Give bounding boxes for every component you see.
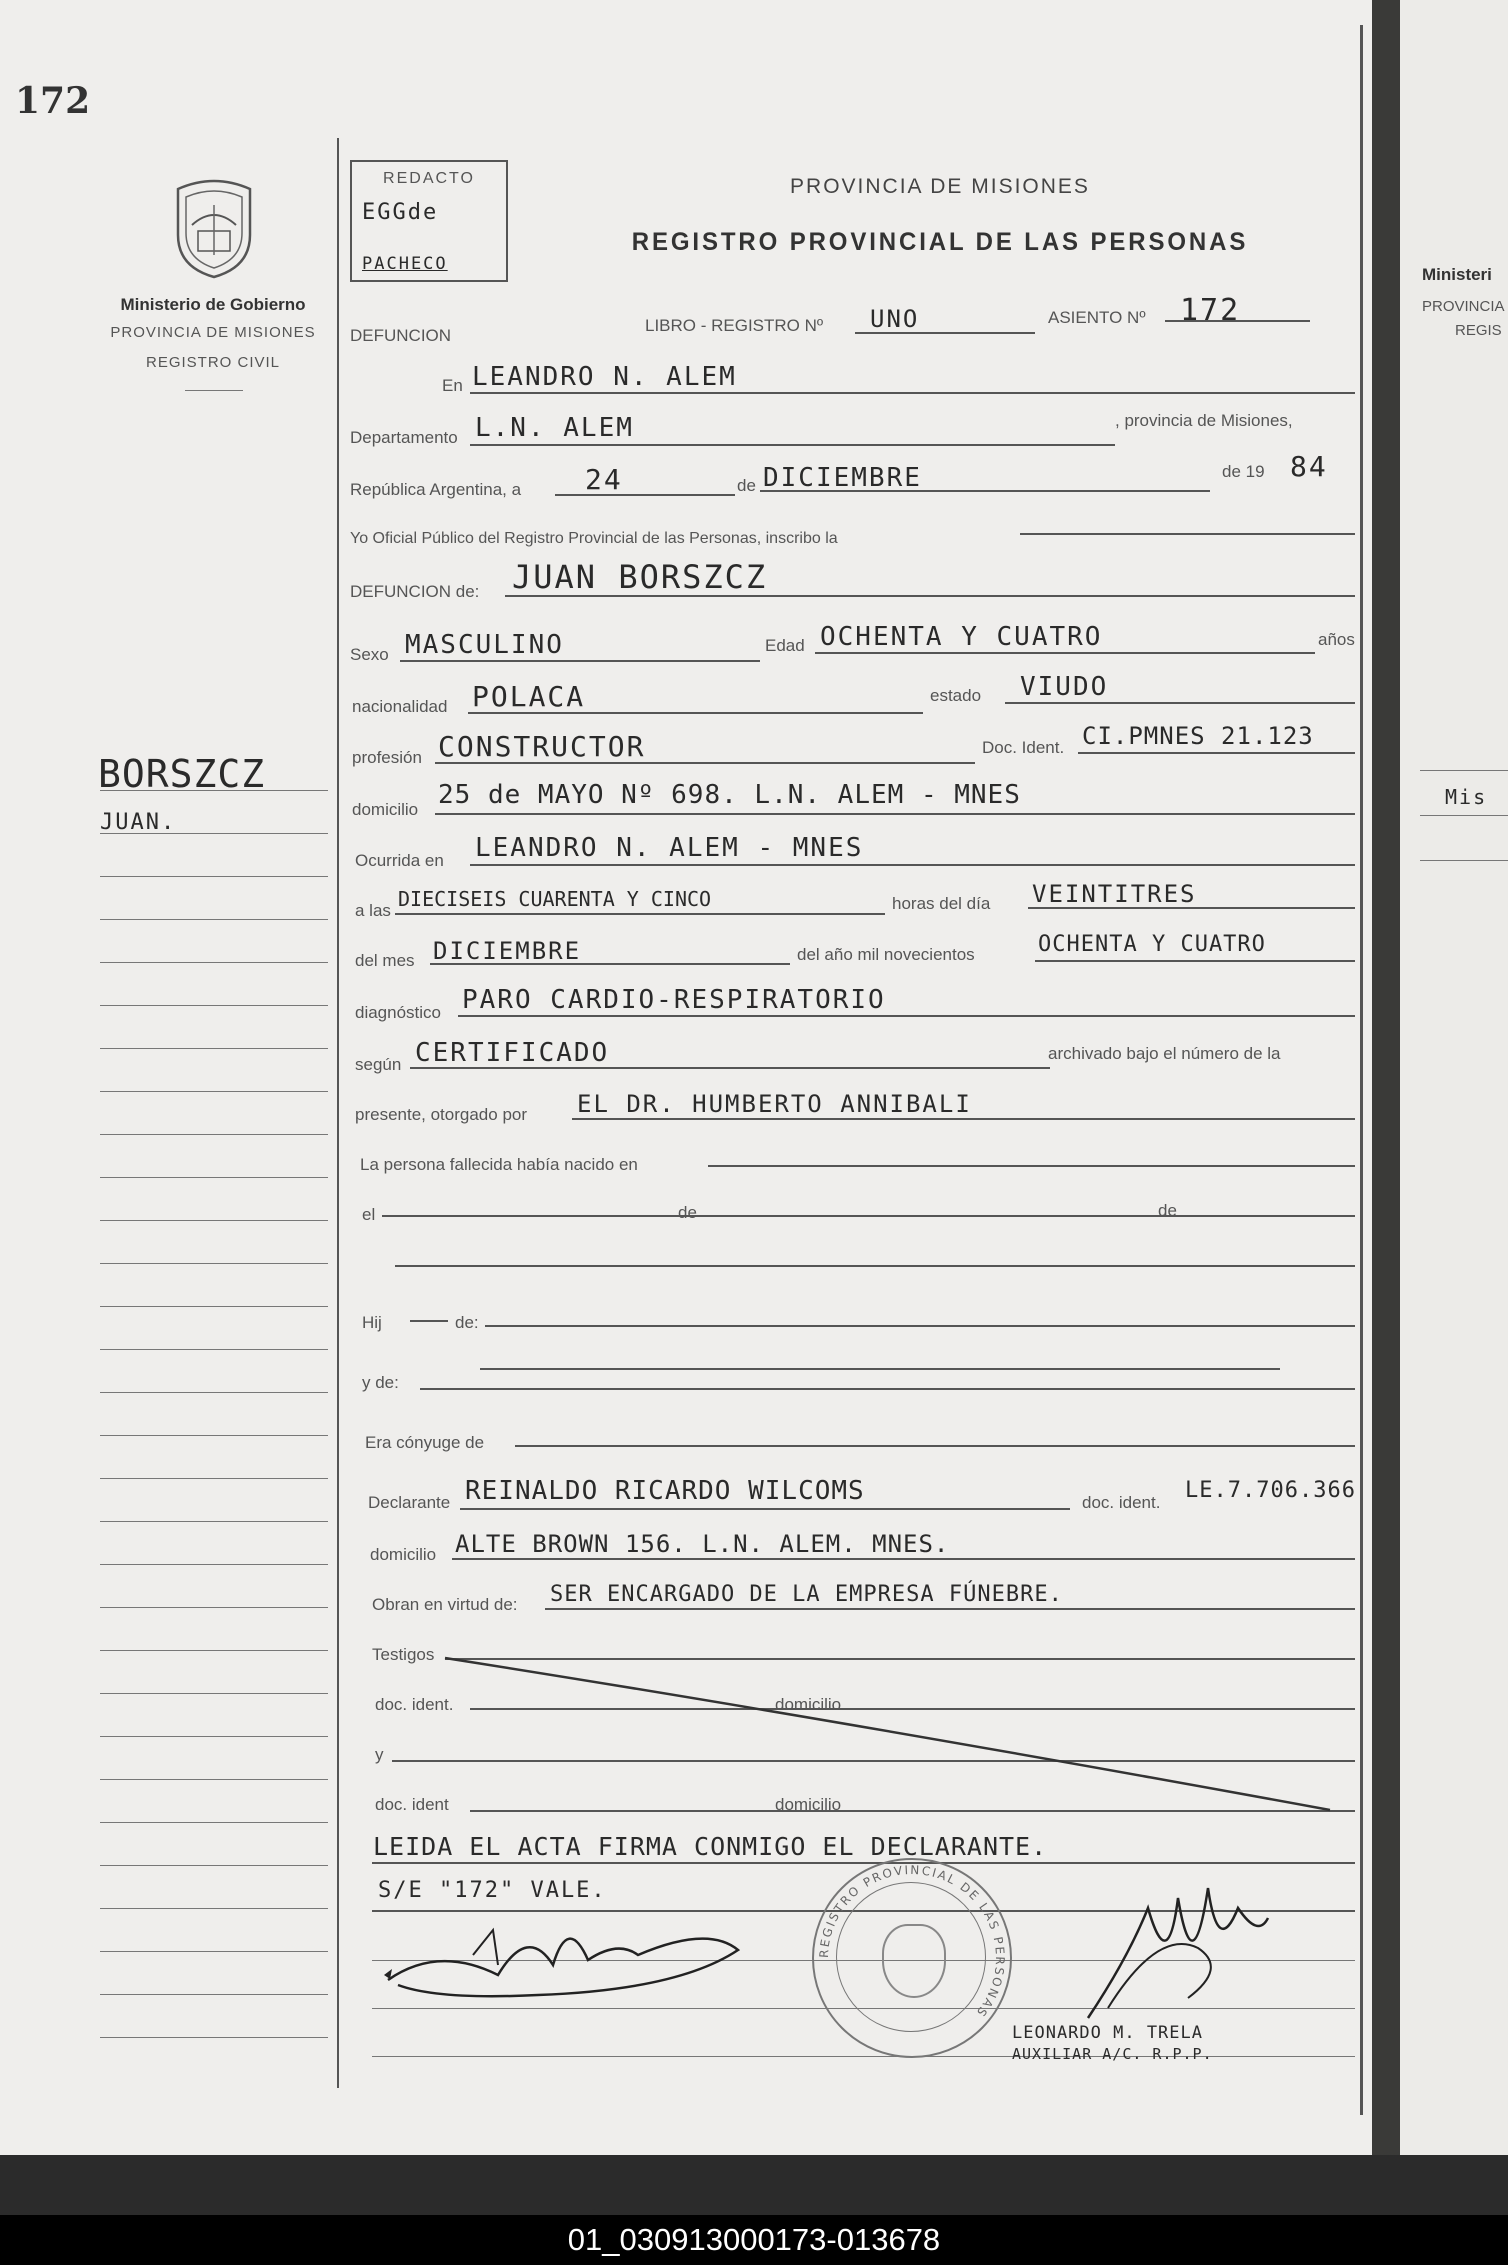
margin-rule (100, 1220, 328, 1221)
doc-ident3-label: doc. ident. (375, 1695, 454, 1714)
margin-rule (100, 962, 328, 963)
right-rule (1420, 770, 1508, 771)
doc-ident2-value: LE.7.706.366 (1185, 1478, 1356, 1503)
page-number: 172 (15, 80, 91, 122)
oficial-label: Yo Oficial Público del Registro Provincial de las Personas, inscribo la (350, 530, 838, 547)
domicilio-value: 25 de MAYO Nº 698. L.N. ALEM - MNES (438, 780, 1021, 810)
svg-text:REGISTRO PROVINCIAL DE LAS PER: REGISTRO PROVINCIAL DE LAS PERSONAS (816, 1862, 1008, 2021)
testigos-label: Testigos (372, 1645, 435, 1664)
scan-identifier: 01_030913000173-013678 (0, 2215, 1508, 2265)
mes2-underline (430, 963, 790, 965)
redacto-line1: EGGde (362, 200, 439, 225)
doc-ident-label: Doc. Ident. (982, 738, 1065, 757)
anio-mil-value: OCHENTA Y CUATRO (1038, 932, 1266, 957)
obran-underline (545, 1608, 1355, 1610)
nacionalidad-label: nacionalidad (352, 697, 448, 716)
cancel-stroke (440, 1650, 1340, 1830)
margin-rule (100, 1435, 328, 1436)
a-las-label: a las (355, 901, 391, 920)
segun-label: según (355, 1055, 402, 1074)
margin-rule (100, 1564, 328, 1565)
margin-rule (100, 1521, 328, 1522)
y-de-line-2 (480, 1368, 1280, 1370)
margin-rule (100, 790, 328, 791)
libro-underline (855, 332, 1035, 334)
margin-divider (337, 138, 339, 2088)
obran-value: SER ENCARGADO DE LA EMPRESA FÚNEBRE. (550, 1582, 1063, 1607)
official-signature (1068, 1868, 1278, 2028)
libro-label: LIBRO - REGISTRO Nº (645, 316, 824, 335)
nacionalidad-underline (468, 712, 923, 714)
departamento-value: L.N. ALEM (475, 413, 634, 443)
y-label: y (375, 1745, 384, 1764)
horas-value: VEINTITRES (1032, 880, 1197, 908)
left-province: PROVINCIA DE MISIONES (110, 324, 316, 341)
margin-rule (100, 1650, 328, 1651)
margin-rule (100, 876, 328, 877)
margin-rule (100, 1693, 328, 1694)
republica-label: República Argentina, a (350, 480, 522, 499)
de-a-label: de (678, 1203, 697, 1222)
doc-ident-value: CI.PMNES 21.123 (1082, 722, 1314, 750)
margin-rule (100, 1005, 328, 1006)
redacto-line2: PACHECO (362, 254, 448, 274)
sexo-underline (400, 660, 760, 662)
right-ministry-fragment: Ministeri (1422, 265, 1492, 284)
left-header-rule (185, 390, 243, 391)
closing-line1: LEIDA EL ACTA FIRMA CONMIGO EL DECLARANTE. (373, 1832, 1048, 1861)
mes2-value: DICIEMBRE (433, 937, 582, 965)
declarante-label: Declarante (368, 1493, 451, 1512)
domicilio-underline (435, 813, 1355, 815)
departamento-underline (470, 444, 1115, 446)
margin-rule (100, 1865, 328, 1866)
horas-underline (1028, 907, 1355, 909)
anio-mil-underline (1035, 960, 1355, 962)
margin-rule (100, 2037, 328, 2038)
nacido-underline (708, 1165, 1355, 1167)
el-underline (382, 1215, 1355, 1217)
presente-value: EL DR. HUMBERTO ANNIBALI (577, 1090, 972, 1118)
de19-label: de 19 (1222, 462, 1265, 481)
margin-rule (100, 1091, 328, 1092)
segun-underline (410, 1067, 1050, 1069)
a-las-value: DIECISEIS CUARENTA Y CINCO (398, 887, 712, 911)
defuncion-label: DEFUNCION (350, 326, 452, 345)
margin-rule (100, 1306, 328, 1307)
closing-line2: S/E "172" VALE. (378, 1878, 607, 1903)
margin-rule (100, 919, 328, 920)
margin-rule (100, 1048, 328, 1049)
stamp-map-shape (882, 1924, 946, 1998)
domicilio3-label: domicilio (775, 1695, 842, 1714)
official-stamp (812, 1858, 1012, 2058)
margin-rule (100, 1392, 328, 1393)
departamento-label: Departamento (350, 428, 458, 447)
de-b-label: de (1158, 1201, 1177, 1220)
doc-ident-underline (1078, 752, 1355, 754)
hij-underline (485, 1325, 1355, 1327)
margin-rule (100, 1822, 328, 1823)
book-gutter (1372, 0, 1400, 2155)
defuncion-de-value: JUAN BORSZCZ (512, 558, 768, 596)
redacto-title: REDACTO (383, 170, 475, 187)
sexo-label: Sexo (350, 645, 389, 664)
right-registry-fragment: REGIS (1455, 322, 1502, 339)
archivado-label: archivado bajo el número de la (1048, 1044, 1281, 1063)
declarante-value: REINALDO RICARDO WILCOMS (465, 1476, 865, 1506)
profesion-value: CONSTRUCTOR (438, 730, 646, 763)
margin-surname: BORSZCZ (98, 752, 266, 796)
next-page-edge (1400, 0, 1508, 2155)
provincia-label: , provincia de Misiones, (1115, 411, 1293, 430)
margin-rule (100, 1263, 328, 1264)
diagnostico-label: diagnóstico (355, 1003, 442, 1022)
page-edge-line (1360, 25, 1363, 2115)
margin-name: JUAN. (100, 810, 177, 835)
a-las-underline (395, 913, 885, 915)
domicilio2-value: ALTE BROWN 156. L.N. ALEM. MNES. (455, 1530, 950, 1558)
en-underline (470, 392, 1355, 394)
edad-label: Edad (765, 636, 805, 655)
profesion-underline (435, 762, 975, 764)
asiento-label: ASIENTO Nº (1048, 308, 1146, 327)
left-ministry: Ministerio de Gobierno (120, 295, 306, 314)
diagnostico-value: PARO CARDIO-RESPIRATORIO (462, 985, 886, 1015)
nacido-label: La persona fallecida había nacido en (360, 1155, 638, 1174)
doc-ident4-label: doc. ident (375, 1795, 449, 1814)
hij-dash (410, 1320, 448, 1322)
edad-value: OCHENTA Y CUATRO (820, 622, 1103, 652)
y-de-label: y de: (362, 1373, 399, 1392)
header-registry: REGISTRO PROVINCIAL DE LAS PERSONAS (631, 228, 1249, 256)
doc-ident2-label: doc. ident. (1082, 1493, 1161, 1512)
domicilio2-underline (452, 1558, 1355, 1560)
libro-value: UNO (870, 305, 920, 333)
el-label: el (362, 1205, 376, 1224)
segun-value: CERTIFICADO (415, 1038, 610, 1068)
margin-rule (100, 1349, 328, 1350)
edad-underline (815, 652, 1315, 654)
horas-label: horas del día (892, 894, 991, 913)
margin-rule (100, 1478, 328, 1479)
estado-label: estado (930, 686, 982, 705)
diagnostico-underline (458, 1015, 1355, 1017)
header-province: PROVINCIA DE MISIONES (790, 175, 1090, 198)
anio-value: 84 (1290, 450, 1328, 483)
estado-value: VIUDO (1020, 672, 1109, 702)
margin-rule (100, 1994, 328, 1995)
margin-rule (100, 1779, 328, 1780)
province-seal-icon (170, 175, 258, 279)
de-label: de (737, 476, 756, 495)
conyuge-underline (515, 1445, 1355, 1447)
right-province-fragment: PROVINCIA (1422, 298, 1505, 315)
declarant-signature (378, 1895, 748, 2005)
blank-line-1 (395, 1265, 1355, 1267)
y-de-underline (420, 1388, 1355, 1390)
estado-underline (1005, 702, 1355, 704)
margin-rule (100, 1177, 328, 1178)
presente-underline (572, 1118, 1355, 1120)
right-note-fragment: Mis (1445, 785, 1488, 809)
profesion-label: profesión (352, 748, 422, 767)
margin-rule (100, 1951, 328, 1952)
margin-rule (100, 1908, 328, 1909)
right-rule (1420, 860, 1508, 861)
margin-rule (100, 1736, 328, 1737)
en-label: En (442, 376, 463, 395)
sexo-value: MASCULINO (405, 630, 564, 660)
redacto-box (350, 160, 508, 282)
dia-value: 24 (585, 463, 623, 496)
obran-label: Obran en virtud de: (372, 1595, 518, 1614)
asiento-value: 172 (1180, 293, 1241, 328)
declarante-underline (460, 1508, 1070, 1510)
margin-rule (100, 1134, 328, 1135)
defuncion-underline (505, 595, 1355, 597)
conyuge-label: Era cónyuge de (365, 1433, 485, 1452)
anios-label: años (1318, 630, 1355, 649)
domicilio4-label: domicilio (775, 1795, 842, 1814)
right-rule (1420, 815, 1508, 816)
ocurrida-underline (470, 864, 1355, 866)
nacionalidad-value: POLACA (472, 680, 586, 713)
margin-rule (100, 833, 328, 834)
dia-underline (555, 494, 735, 496)
signature-role: AUXILIAR A/C. R.P.P. (1012, 2045, 1213, 2063)
ocurrida-label: Ocurrida en (355, 851, 444, 870)
domicilio-label: domicilio (352, 800, 419, 819)
de-c-label: de: (455, 1313, 479, 1332)
left-registry: REGISTRO CIVIL (145, 354, 281, 371)
defuncion-de-label: DEFUNCION de: (350, 582, 480, 601)
margin-rule (100, 1607, 328, 1608)
mes-label: del mes (355, 951, 415, 970)
en-value: LEANDRO N. ALEM (472, 362, 737, 392)
signature-name: LEONARDO M. TRELA (1012, 2023, 1203, 2043)
mes-underline (760, 490, 1210, 492)
asiento-underline (1165, 320, 1310, 322)
hij-label: Hij (362, 1313, 382, 1332)
oficial-underline (1020, 533, 1355, 535)
ocurrida-value: LEANDRO N. ALEM - MNES (475, 833, 864, 863)
anio-mil-label: del año mil novecientos (797, 945, 975, 964)
presente-label: presente, otorgado por (355, 1105, 528, 1124)
domicilio2-label: domicilio (370, 1545, 437, 1564)
mes-value: DICIEMBRE (763, 463, 922, 493)
